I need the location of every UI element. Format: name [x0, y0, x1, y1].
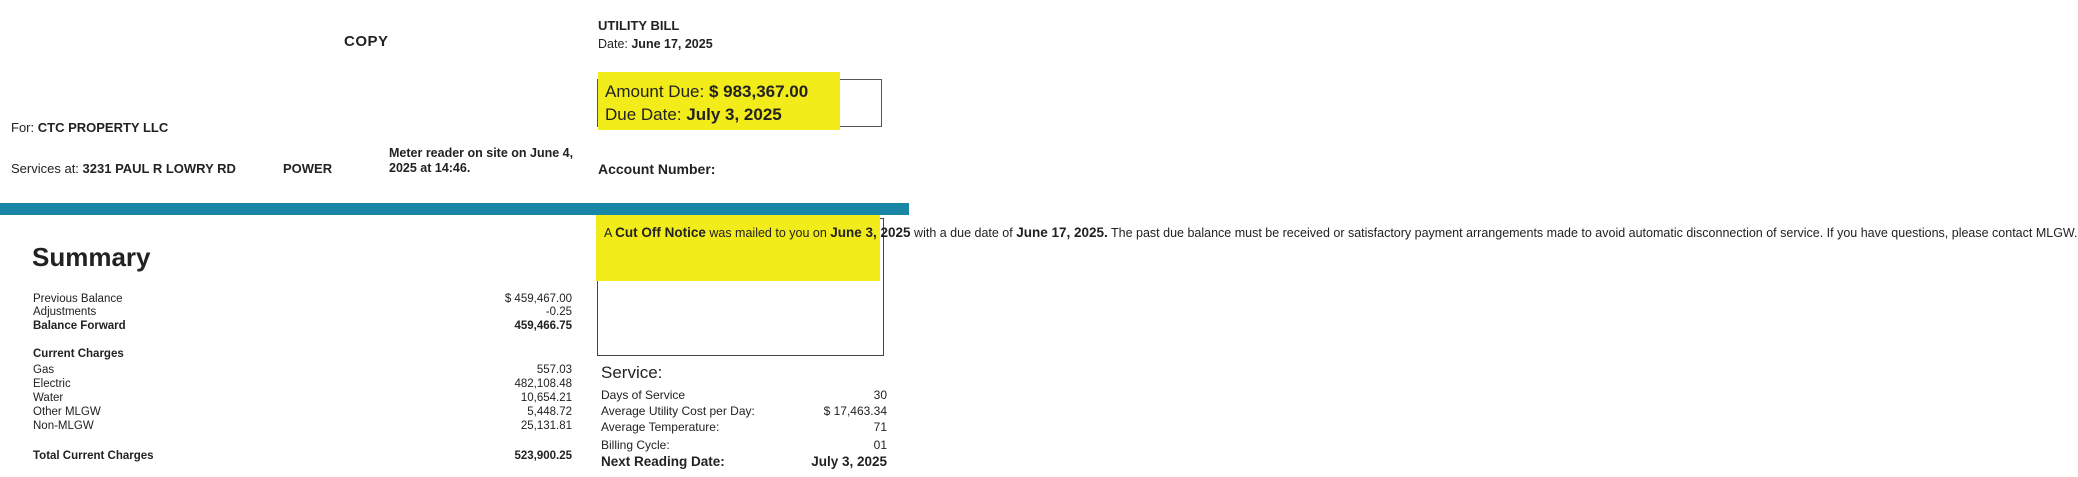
total-current-charges-label: Total Current Charges — [33, 450, 154, 462]
balance-forward-label: Balance Forward — [33, 320, 126, 332]
customer-name: CTC PROPERTY LLC — [37, 120, 169, 135]
section-divider — [0, 203, 909, 215]
bill-date — [598, 37, 713, 51]
document-title: UTILITY BILL — [598, 18, 680, 33]
cut-off-notice-box — [597, 218, 2078, 356]
service-item-value: 30 — [873, 388, 887, 402]
charge-amount-water: 10,654.21 — [520, 392, 572, 404]
next-reading-date-label: Next Reading Date: — [601, 454, 725, 469]
charge-label-other-mlgw: Other MLGW — [33, 406, 101, 418]
service-item-value: $ 17,463.34 — [823, 404, 887, 418]
for-label: For: — [11, 120, 38, 135]
due-date-label: Due Date: — [605, 105, 687, 124]
charge-label-gas: Gas — [33, 364, 55, 376]
notice-prefix: A — [604, 226, 616, 240]
service-type: POWER — [283, 161, 333, 176]
notice-mid1: was mailed to you on — [705, 226, 831, 240]
notice-text — [604, 225, 2078, 241]
due-date-line — [605, 105, 782, 125]
notice-title: Cut Off Notice — [615, 225, 706, 240]
services-at-label: Services at: — [11, 161, 83, 176]
amount-due-box — [597, 79, 882, 127]
charge-label-water: Water — [33, 392, 64, 404]
customer-line — [11, 120, 168, 135]
bill-date-value: June 17, 2025 — [631, 37, 713, 51]
charge-label-electric: Electric — [33, 378, 71, 390]
amount-due-value: $ 983,367.00 — [708, 82, 809, 101]
total-current-charges-amount: 523,900.25 — [514, 450, 572, 462]
amount-due-label: Amount Due: — [605, 82, 709, 101]
next-reading-date-value: July 3, 2025 — [811, 454, 887, 469]
service-address: 3231 PAUL R LOWRY RD — [82, 161, 236, 176]
adjustments-label: Adjustments — [33, 306, 97, 318]
meter-reader-note: Meter reader on site on June 4, 2025 at 14:46. — [389, 146, 574, 175]
service-address-line — [11, 161, 236, 176]
service-section-title: Service: — [601, 363, 663, 382]
service-item-label: Days of Service — [601, 388, 686, 402]
charge-amount-non-mlgw: 25,131.81 — [520, 420, 572, 432]
account-number-label: Account Number: — [598, 161, 716, 177]
charge-amount-electric: 482,108.48 — [514, 378, 572, 390]
notice-body: The past due balance must be received or satisfactory payment arrangements made to avoid automatic disconnection of service. If you have questions, please contact MLGW. — [1107, 226, 2078, 240]
service-item-value: 01 — [873, 438, 887, 452]
charge-amount-gas: 557.03 — [536, 364, 572, 376]
bill-date-label: Date: — [598, 37, 632, 51]
service-item-label: Billing Cycle: — [601, 438, 670, 452]
notice-due-date: June 17, 2025. — [1016, 225, 1108, 240]
amount-due-line — [605, 82, 808, 102]
summary-title: Summary — [32, 242, 151, 272]
balance-forward-amount: 459,466.75 — [514, 320, 572, 332]
adjustments-amount: -0.25 — [545, 306, 572, 318]
service-item-label: Average Utility Cost per Day: — [601, 404, 755, 418]
notice-mail-date: June 3, 2025 — [830, 225, 911, 240]
previous-balance-label: Previous Balance — [33, 293, 123, 305]
service-item-label: Average Temperature: — [601, 420, 720, 434]
due-date-value: July 3, 2025 — [686, 105, 782, 124]
previous-balance-amount: $ 459,467.00 — [504, 293, 572, 305]
copy-watermark: COPY — [344, 33, 389, 50]
charge-label-non-mlgw: Non-MLGW — [33, 420, 94, 432]
notice-mid2: with a due date of — [910, 226, 1017, 240]
service-item-value: 71 — [873, 420, 887, 434]
current-charges-label: Current Charges — [33, 348, 124, 360]
charge-amount-other-mlgw: 5,448.72 — [527, 406, 572, 418]
